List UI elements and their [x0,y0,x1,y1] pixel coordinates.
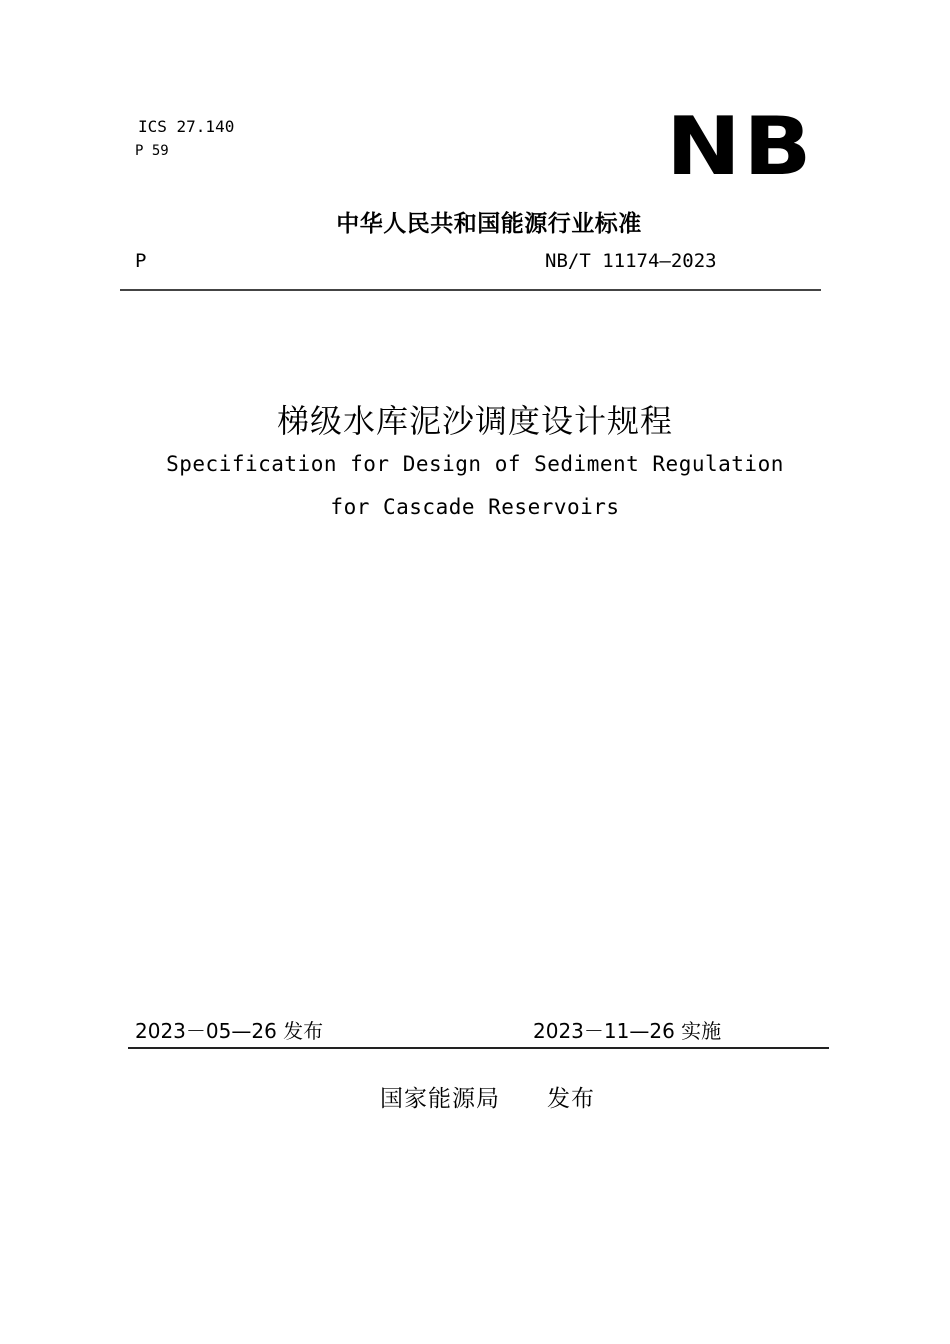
record-mark: P [135,250,147,272]
issue-date: 2023－05—26 发布 [135,1019,324,1043]
ccs-code: P 59 [135,143,169,159]
standard-category: 中华人民共和国能源行业标准 [336,211,642,237]
bottom-divider [128,1047,829,1049]
nb-logo: NB [666,100,814,193]
issuing-authority: 国家能源局 [380,1086,500,1112]
top-divider [120,289,821,291]
issue-label: 发布 [547,1086,595,1112]
ics-code: ICS 27.140 [138,117,235,136]
title-chinese: 梯级水库泥沙调度设计规程 [276,402,673,440]
implementation-date: 2023－11—26 实施 [533,1019,722,1043]
standard-number: NB/T 11174—2023 [545,250,717,272]
title-english-line-1: Specification for Design of Sediment Regulation [166,452,784,476]
title-english-line-2: for Cascade Reservoirs [330,495,620,519]
